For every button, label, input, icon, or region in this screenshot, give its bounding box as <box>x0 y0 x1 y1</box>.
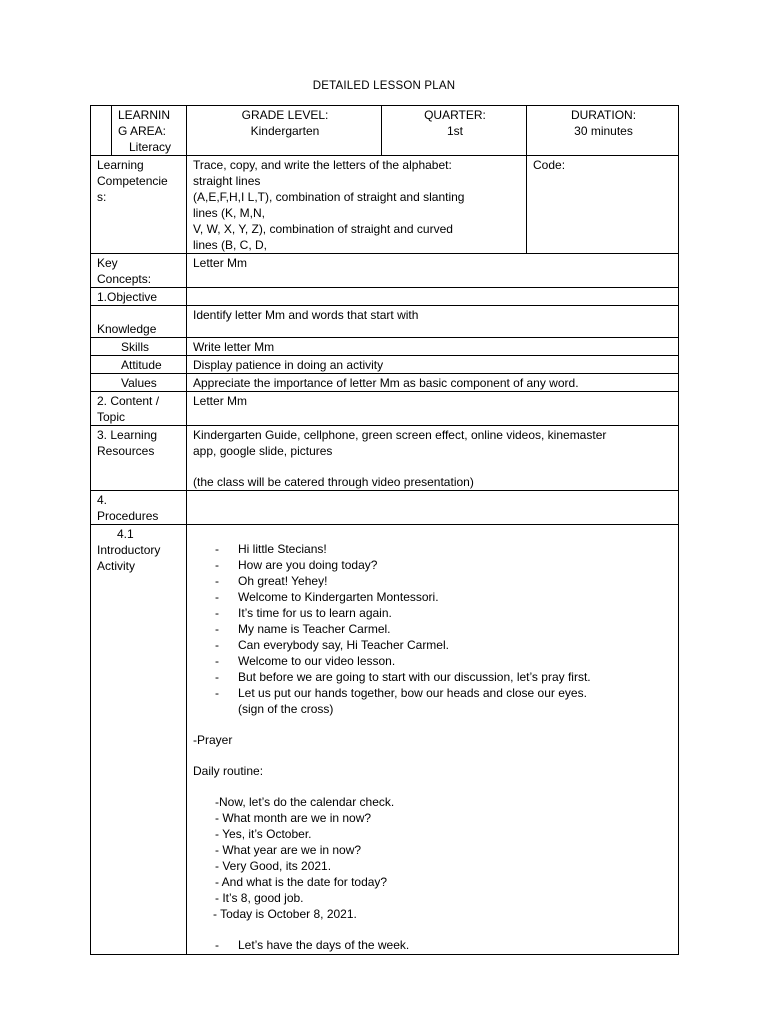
list-item: - But before we are going to start with our discussion, let’s pray first. <box>193 669 674 685</box>
content-label: 2. Content / Topic <box>91 392 187 426</box>
resources-label: 3. Learning Resources <box>91 426 187 491</box>
resources-row <box>91 426 679 491</box>
document-title: DETAILED LESSON PLAN <box>312 80 456 92</box>
content-row <box>91 392 679 426</box>
header-blank-cell <box>91 106 112 156</box>
list-item: - And what is the date for today? <box>215 875 388 889</box>
grade-level-value: Kindergarten <box>250 124 320 138</box>
skills-row <box>91 338 679 356</box>
intro-activity-label: 4.1 Introductory Activity <box>91 525 187 955</box>
daily-routine-title: Daily routine: <box>193 764 264 778</box>
header-row <box>91 106 679 156</box>
key-concepts-label: Key Concepts: <box>91 254 187 288</box>
duration-value: 30 minutes <box>574 124 633 138</box>
procedures-label: 4. Procedures <box>91 491 187 525</box>
code-label: Code: <box>533 158 566 172</box>
content-value: Letter Mm <box>187 392 679 426</box>
list-item: - How are you doing today? <box>193 557 674 573</box>
attitude-row <box>91 356 679 374</box>
greeting-continuation: (sign of the cross) <box>238 702 334 716</box>
procedures-row <box>91 491 679 525</box>
list-item: - Let’s have the days of the week. <box>193 937 674 953</box>
duration-cell <box>527 106 679 156</box>
skills-value: Write letter Mm <box>187 338 679 356</box>
list-item: - It’s 8, good job. <box>215 891 304 905</box>
list-item: - Can everybody say, Hi Teacher Carmel. <box>193 637 674 653</box>
list-item: - Oh great! Yehey! <box>193 573 674 589</box>
objective-value <box>187 288 679 306</box>
list-item: - What year are we in now? <box>215 843 362 857</box>
list-item: -Now, let’s do the calendar check. <box>215 795 395 809</box>
lesson-plan-table <box>90 105 679 955</box>
objective-label: 1.Objective <box>91 288 187 306</box>
list-item: - Hi little Stecians! <box>193 541 674 557</box>
code-cell <box>527 156 679 254</box>
resources-value: Kindergarten Guide, cellphone, green screen effect, online videos, kinemaster app, google slide, pictures (the class will be catered through video presentation) <box>187 426 679 491</box>
learning-area-value: Literacy <box>128 140 172 154</box>
list-item: - Today is October 8, 2021. <box>213 907 357 921</box>
intro-activity-row <box>91 525 679 955</box>
daily-routine-list <box>193 794 674 922</box>
list-item: - Welcome to Kindergarten Montessori. <box>193 589 674 605</box>
attitude-label: Attitude <box>91 356 187 374</box>
objective-row <box>91 288 679 306</box>
list-item: - Yes, it’s October. <box>215 827 312 841</box>
duration-label: DURATION: <box>570 108 637 122</box>
prayer-line: -Prayer <box>193 733 233 747</box>
list-item: - It’s time for us to learn again. <box>193 605 674 621</box>
competencies-label: Learning Competencie s: <box>91 156 187 254</box>
intro-activity-content <box>187 525 679 955</box>
skills-label: Skills <box>91 338 187 356</box>
list-item: - What month are we in now? <box>215 811 372 825</box>
resources-note: (the class will be catered through video presentation) <box>193 475 474 489</box>
values-value: Appreciate the importance of letter Mm as basic component of any word. <box>187 374 679 392</box>
greeting-list <box>193 541 674 701</box>
list-item: - My name is Teacher Carmel. <box>193 621 674 637</box>
procedures-value <box>187 491 679 525</box>
list-item: - Let us put our hands together, bow our heads and close our eyes. <box>193 685 674 701</box>
competencies-text: Trace, copy, and write the letters of the alphabet: straight lines (A,E,F,H,I L,T), combination of straight and slanting lines (K, M,N, V, W, X, Y, Z), combination of straight and curved lines (B, C, D, <box>187 156 527 254</box>
values-label: Values <box>91 374 187 392</box>
key-concepts-value: Letter Mm <box>187 254 679 288</box>
days-list <box>193 937 674 953</box>
knowledge-label: Knowledge <box>91 306 187 338</box>
grade-level-label: GRADE LEVEL: <box>241 108 329 122</box>
key-concepts-row <box>91 254 679 288</box>
list-item: - Welcome to our video lesson. <box>193 653 674 669</box>
list-item: - Very Good, its 2021. <box>215 859 332 873</box>
quarter-cell <box>382 106 527 156</box>
learning-area-cell: LEARNIN G AREA: Literacy <box>112 106 187 156</box>
competencies-row <box>91 156 679 254</box>
grade-level-cell <box>187 106 382 156</box>
knowledge-row <box>91 306 679 338</box>
quarter-label: QUARTER: <box>424 108 486 122</box>
quarter-value: 1st <box>446 124 463 138</box>
knowledge-value: Identify letter Mm and words that start with <box>187 306 679 338</box>
attitude-value: Display patience in doing an activity <box>187 356 679 374</box>
values-row <box>91 374 679 392</box>
